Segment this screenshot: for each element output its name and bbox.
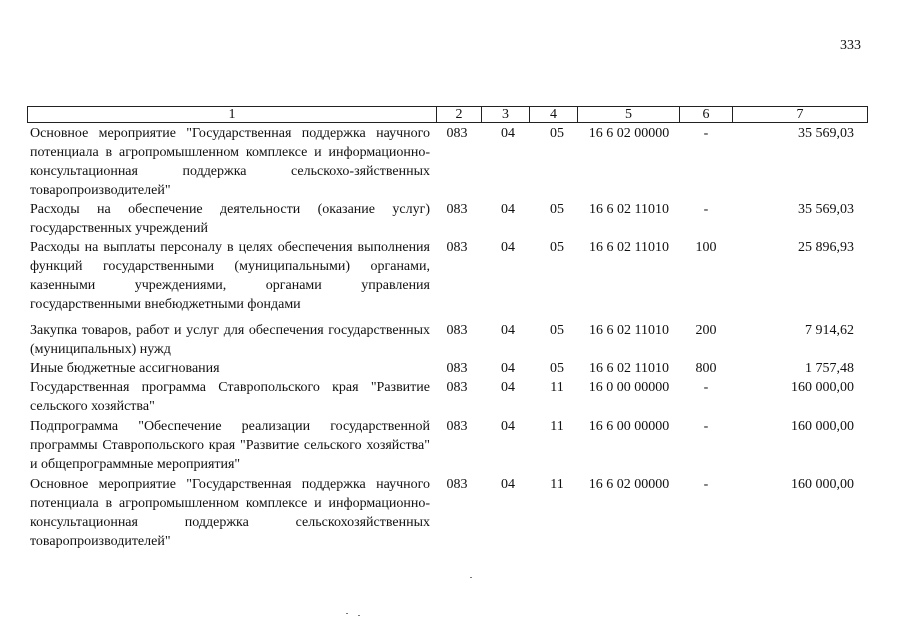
header-cell-6: 6 (679, 106, 733, 123)
row-code-5: 16 6 02 11010 (589, 240, 669, 255)
row-code-3: 04 (501, 240, 515, 255)
header-cell-7: 7 (732, 106, 868, 123)
row-code-6: - (703, 202, 709, 217)
row-code-3: 04 (501, 380, 515, 395)
row-code-2: 083 (446, 323, 468, 338)
row-code-4: 05 (550, 323, 564, 338)
row-amount: 35 569,03 (798, 202, 854, 217)
header-cell-1: 1 (27, 106, 437, 123)
row-amount: 1 757,48 (805, 361, 854, 376)
row-name: Основное мероприятие "Государственная поддержка научного потенциала в агропромышленном комплексе и информационно-консультационная поддержка сельскохозяйственных товаропроизводителей" (30, 477, 430, 549)
row-code-5: 16 6 02 00000 (588, 126, 670, 141)
row-name: Основное мероприятие "Государственная поддержка научного потенциала в агропромышленном комплексе и информационно-консультационная поддержка сельскохо-зяйственных товаропроизводителей" (30, 126, 430, 198)
row-code-5: 16 6 02 11010 (589, 361, 669, 376)
row-code-2: 083 (446, 202, 468, 217)
scan-speck (470, 577, 472, 578)
page-number: 333 (840, 38, 861, 53)
row-code-2: 083 (446, 477, 468, 492)
scan-speck (358, 615, 360, 616)
row-name: Государственная программа Ставропольского края "Развитие сельского хозяйства" (30, 380, 430, 414)
row-code-4: 11 (550, 419, 564, 434)
row-code-3: 04 (501, 361, 515, 376)
row-code-2: 083 (446, 361, 468, 376)
row-code-6: 200 (695, 323, 717, 338)
row-code-2: 083 (446, 240, 468, 255)
row-amount: 25 896,93 (798, 240, 854, 255)
row-code-5: 16 6 02 11010 (589, 323, 669, 338)
row-code-5: 16 6 02 11010 (589, 202, 669, 217)
row-code-4: 05 (550, 202, 564, 217)
row-amount: 7 914,62 (805, 323, 854, 338)
row-name: Расходы на обеспечение деятельности (оказание услуг) государственных учреждений (30, 202, 430, 236)
row-code-4: 11 (550, 477, 564, 492)
header-cell-3: 3 (481, 106, 530, 123)
row-code-3: 04 (501, 126, 515, 141)
row-code-3: 04 (501, 323, 515, 338)
row-code-2: 083 (446, 419, 468, 434)
row-code-2: 083 (446, 126, 468, 141)
header-cell-2: 2 (436, 106, 482, 123)
row-code-5: 16 6 02 00000 (588, 477, 670, 492)
row-code-4: 05 (550, 361, 564, 376)
row-amount: 160 000,00 (791, 419, 854, 434)
row-code-6: 800 (695, 361, 717, 376)
row-name: Иные бюджетные ассигнования (30, 361, 220, 376)
row-code-4: 11 (550, 380, 564, 395)
row-code-4: 05 (550, 240, 564, 255)
row-code-3: 04 (501, 419, 515, 434)
scan-speck (346, 613, 348, 614)
header-cell-4: 4 (529, 106, 578, 123)
row-name: Расходы на выплаты персоналу в целях обеспечения выполнения функций государственными (муниципальными) органами, казенными учреждениями, органами управления государственными внебюджетными фондами (30, 240, 430, 312)
row-name: Подпрограмма "Обеспечение реализации государственной программы Ставропольского края "Развитие сельского хозяйства" и общепрограммные мероприятия" (30, 419, 430, 472)
row-code-4: 05 (550, 126, 564, 141)
row-code-3: 04 (501, 202, 515, 217)
row-code-6: 100 (695, 240, 717, 255)
row-code-3: 04 (501, 477, 515, 492)
row-code-6: - (703, 126, 709, 141)
row-code-6: - (703, 419, 709, 434)
row-name: Закупка товаров, работ и услуг для обеспечения государственных (муниципальных) нужд (30, 323, 430, 357)
header-cell-5: 5 (577, 106, 680, 123)
row-code-6: - (703, 380, 709, 395)
row-code-5: 16 0 00 00000 (588, 380, 670, 395)
row-code-5: 16 6 00 00000 (588, 419, 670, 434)
row-amount: 160 000,00 (791, 477, 854, 492)
row-amount: 160 000,00 (791, 380, 854, 395)
row-code-2: 083 (446, 380, 468, 395)
row-code-6: - (703, 477, 709, 492)
row-amount: 35 569,03 (798, 126, 854, 141)
